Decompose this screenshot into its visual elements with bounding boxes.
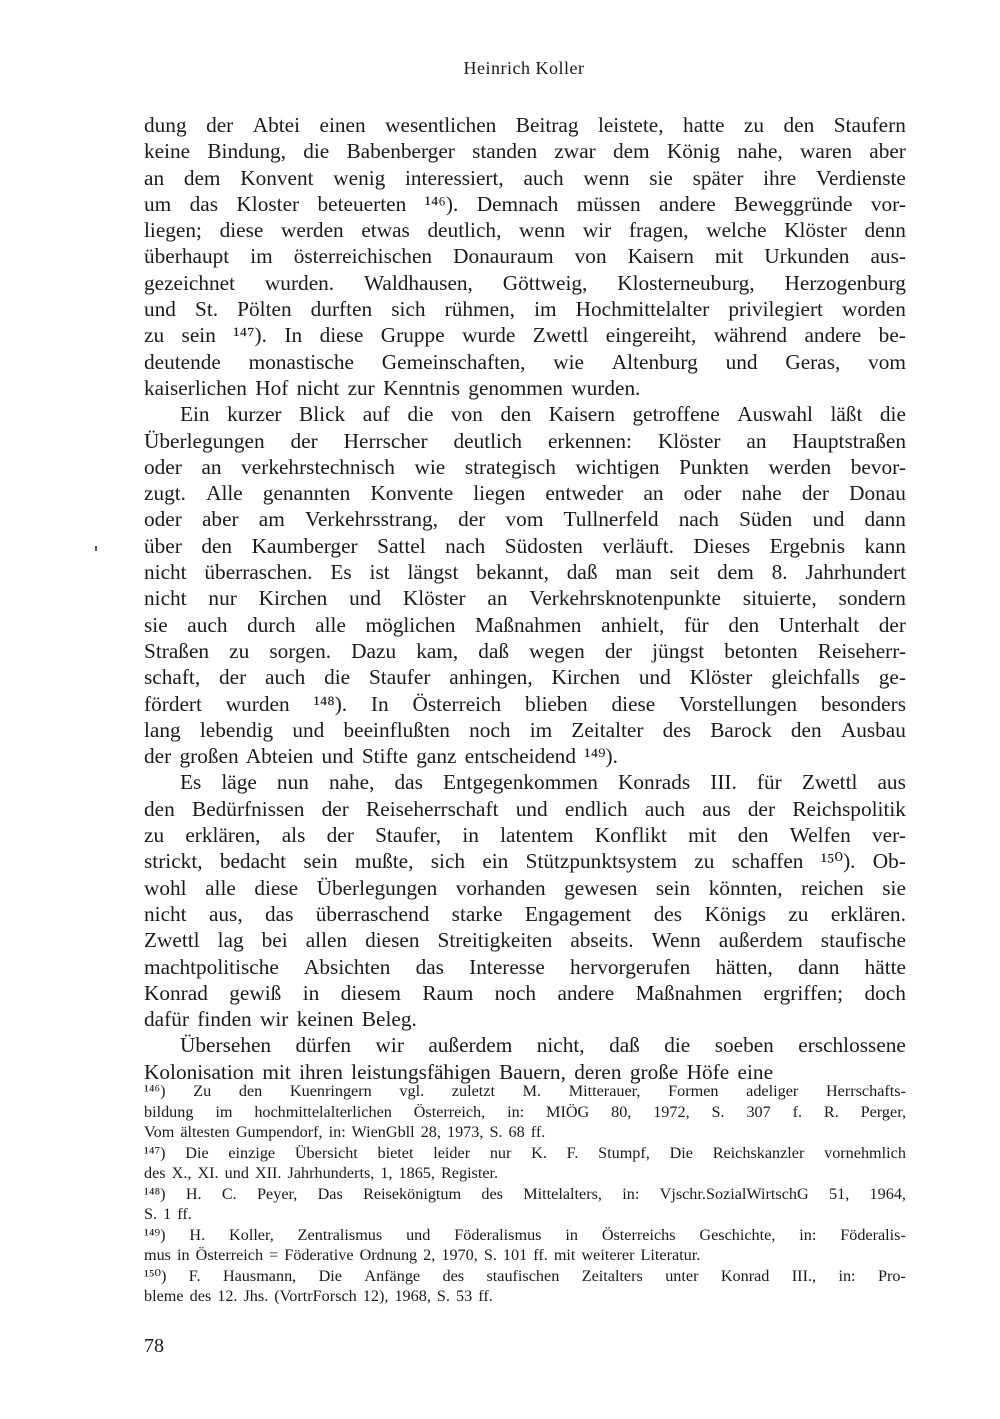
footnote-line: mus in Österreich = Föderative Ordnung 2, 1970, S. 101 ff. mit weiterer Literatur. [144,1246,701,1264]
text-line: fördert wurden ¹⁴⁸). In Österreich blieben diese Vorstellungen besonders [144,691,906,716]
footnote-line: Vom ältesten Gumpendorf, in: WienGbll 28, 1973, S. 68 ff. [144,1123,546,1141]
text-line: kaiserlichen Hof nicht zur Kenntnis genommen wurden. [144,375,641,400]
text-line: machtpolitische Absichten das Interesse hervorgerufen hätten, dann hätte [144,954,906,979]
text-line: Straßen zu sorgen. Dazu kam, daß wegen der jüngst betonten Reiseherr- [144,638,906,663]
running-head: Heinrich Koller [463,58,585,78]
text-line: gezeichnet wurden. Waldhausen, Göttweig, Klosterneuburg, Herzogenburg [144,270,906,295]
text-line: nicht nur Kirchen und Klöster an Verkehrsknotenpunkte situierte, sondern [144,586,906,611]
text-line: oder an verkehrstechnisch wie strategisch wichtigen Punkten werden bevor- [144,454,906,479]
text-line: wohl alle diese Überlegungen vorhanden gewesen sein könnten, reichen sie [144,875,906,900]
text-line: der großen Abteien und Stifte ganz entscheidend ¹⁴⁹). [144,744,618,769]
text-line: sie auch durch alle möglichen Maßnahmen anhielt, für den Unterhalt der [144,612,906,637]
footnotes [144,1081,906,1307]
footnote-line: bleme des 12. Jhs. (VortrForsch 12), 1968, S. 53 ff. [144,1287,493,1305]
footnote-line: des X., XI. und XII. Jahrhunderts, 1, 1865, Register. [144,1164,499,1182]
text-line: dafür finden wir keinen Beleg. [144,1007,417,1032]
text-line: liegen; diese werden etwas deutlich, wenn wir fragen, welche Klöster denn [144,218,906,243]
text-line: Überlegungen der Herrscher deutlich erkennen: Klöster an Hauptstraßen [144,428,906,453]
text-line: Es läge nun nahe, das Entgegenkommen Konrads III. für Zwettl aus [180,770,906,795]
text-line: Kolonisation mit ihren leistungsfähigen Bauern, deren große Höfe eine [144,1059,774,1084]
text-line: deutende monastische Gemeinschaften, wie Altenburg und Geras, vom [144,349,906,374]
text-line: zu erklären, als der Staufer, in latentem Konflikt mit den Welfen ver- [144,823,906,848]
footnote-line: ¹⁴⁸) H. C. Peyer, Das Reisekönigtum des Mittelalters, in: Vjschr.SozialWirtschG 51, 1964, [144,1184,906,1203]
text-line: nicht überraschen. Es ist längst bekannt, daß man seit dem 8. Jahrhundert [144,560,906,585]
text-line: nicht aus, das überraschend starke Engagement des Königs zu erklären. [144,901,906,926]
footnote-line: ¹⁴⁷) Die einzige Übersicht bietet leider nur K. F. Stumpf, Die Reichskanzler vornehmlich [144,1143,906,1162]
text-line: an dem Konvent wenig interessiert, auch wenn sie später ihre Verdienste [144,165,906,190]
text-line: und St. Pölten durften sich rühmen, im Hochmittelalter privilegiert worden [144,297,906,322]
text-line: Zwettl lag bei allen diesen Streitigkeiten abseits. Wenn außerdem staufische [144,928,906,953]
footnote-line: ¹⁴⁹) H. Koller, Zentralismus und Föderalismus in Österreichs Geschichte, in: Föderalis- [144,1225,906,1244]
text-line: überhaupt im österreichischen Donauraum von Kaisern mit Urkunden aus- [144,244,906,269]
footnote-line: ¹⁴⁶) Zu den Kuenringern vgl. zuletzt M. Mitterauer, Formen adeliger Herrschafts- [144,1082,906,1100]
text-line: zu sein ¹⁴⁷). In diese Gruppe wurde Zwettl eingereiht, während andere be- [144,323,906,348]
text-line: keine Bindung, die Babenberger standen zwar dem König nahe, waren aber [144,139,906,164]
text-line: Übersehen dürfen wir außerdem nicht, daß die soeben erschlossene [180,1033,906,1058]
text-line: den Bedürfnissen der Reiseherrschaft und endlich auch aus der Reichspolitik [144,796,906,821]
text-line: Konrad gewiß in diesem Raum noch andere Maßnahmen ergriffen; doch [144,980,906,1005]
footnote-line: S. 1 ff. [144,1205,192,1223]
text-line: zugt. Alle genannten Konvente liegen entweder an oder nahe der Donau [144,481,906,506]
text-line: lang lebendig und beeinflußten noch im Zeitalter des Barock den Ausbau [144,717,906,742]
page-number: 78 [144,1335,164,1357]
text-line: oder aber am Verkehrsstrang, der vom Tullnerfeld nach Süden und dann [144,507,906,532]
text-line: dung der Abtei einen wesentlichen Beitrag leistete, hatte zu den Staufern [144,113,906,137]
text-line: schaft, der auch die Staufer anhingen, Kirchen und Klöster gleichfalls ge- [144,665,906,690]
text-line: um das Kloster beteuerten ¹⁴⁶). Demnach müssen andere Beweggründe vor- [144,191,906,216]
footnote-line: ¹⁵⁰) F. Hausmann, Die Anfänge des staufischen Zeitalters unter Konrad III., in: Pro- [144,1266,906,1285]
body-text [144,112,906,1085]
text-line: über den Kaumberger Sattel nach Südosten verläuft. Dieses Ergebnis kann [144,533,906,558]
footnote-line: bildung im hochmittelalterlichen Österreich, in: MIÖG 80, 1972, S. 307 f. R. Perger, [144,1102,906,1121]
margin-mark [95,546,97,551]
text-line: Ein kurzer Blick auf die von den Kaisern getroffene Auswahl läßt die [180,402,906,427]
text-line: strickt, bedacht sein mußte, sich ein Stützpunktsystem zu schaffen ¹⁵⁰). Ob- [144,849,906,874]
